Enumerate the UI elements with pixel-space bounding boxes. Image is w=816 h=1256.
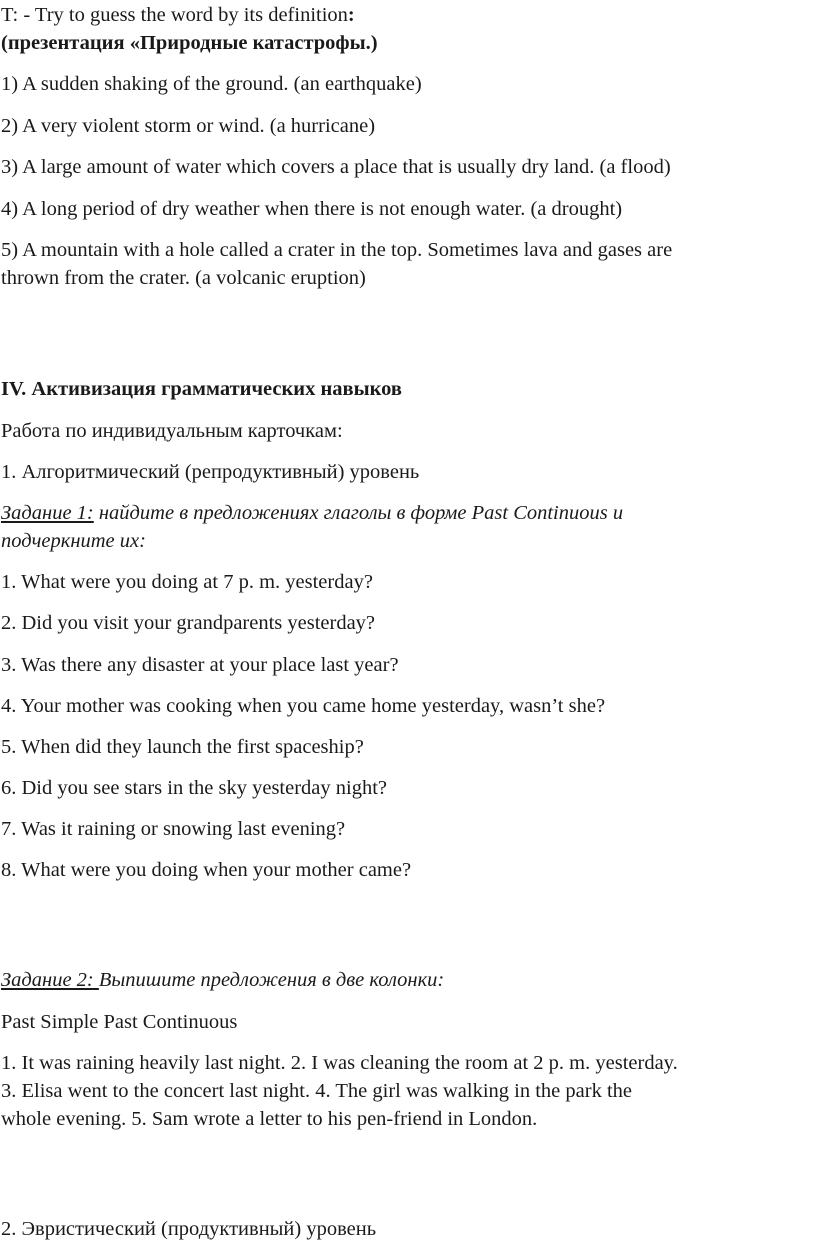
level-heading: 1. Алгоритмический (репродуктивный) уровень bbox=[1, 461, 420, 483]
definition-item: 2) A very violent storm or wind. (a hurricane) bbox=[1, 115, 376, 137]
task1-label: Задание 1: bbox=[1, 502, 94, 524]
question-item: 5. When did they launch the first spaceship? bbox=[1, 736, 364, 758]
task2-instruction: Задание 2: Выпишите предложения в две колонки: bbox=[1, 969, 445, 991]
definition-item: 5) A mountain with a hole called a crater in the top. Sometimes lava and gases are bbox=[1, 239, 673, 261]
section-heading: IV. Активизация грамматических навыков bbox=[1, 378, 402, 400]
level-heading: 2. Эвристический (продуктивный) уровень bbox=[1, 1218, 377, 1240]
cards-note: Работа по индивидуальным карточкам: bbox=[1, 420, 343, 442]
column-headings: Past Simple Past Continuous bbox=[1, 1011, 238, 1033]
sentence-line: 3. Elisa went to the concert last night. 4. The girl was walking in the park the bbox=[1, 1080, 632, 1102]
task2-label: Задание 2: bbox=[1, 969, 99, 991]
question-item: 8. What were you doing when your mother came? bbox=[1, 859, 412, 881]
question-item: 2. Did you visit your grandparents yesterday? bbox=[1, 612, 376, 634]
question-item: 4. Your mother was cooking when you came home yesterday, wasn’t she? bbox=[1, 695, 606, 717]
question-item: 1. What were you doing at 7 p. m. yesterday? bbox=[1, 571, 373, 593]
presentation-note: (презентация «Природные катастрофы.) bbox=[1, 32, 378, 54]
sentence-line: whole evening. 5. Sam wrote a letter to his pen-friend in London. bbox=[1, 1108, 538, 1130]
task1-instruction-continuation: подчеркните их: bbox=[1, 530, 146, 552]
question-item: 6. Did you see stars in the sky yesterday night? bbox=[1, 777, 388, 799]
intro-prompt: T: - Try to guess the word by its definition: bbox=[1, 4, 355, 26]
definition-item: 1) A sudden shaking of the ground. (an earthquake) bbox=[1, 73, 422, 95]
definition-item: 4) A long period of dry weather when there is not enough water. (a drought) bbox=[1, 198, 623, 220]
question-item: 3. Was there any disaster at your place last year? bbox=[1, 654, 399, 676]
sentence-line: 1. It was raining heavily last night. 2. I was cleaning the room at 2 p. m. yesterday. bbox=[1, 1052, 678, 1074]
task1-instruction: Задание 1: найдите в предложениях глаголы в форме Past Continuous и bbox=[1, 502, 624, 524]
definition-item-continuation: thrown from the crater. (a volcanic eruption) bbox=[1, 267, 366, 289]
definition-item: 3) A large amount of water which covers a place that is usually dry land. (a flood) bbox=[1, 156, 671, 178]
question-item: 7. Was it raining or snowing last evening? bbox=[1, 818, 346, 840]
